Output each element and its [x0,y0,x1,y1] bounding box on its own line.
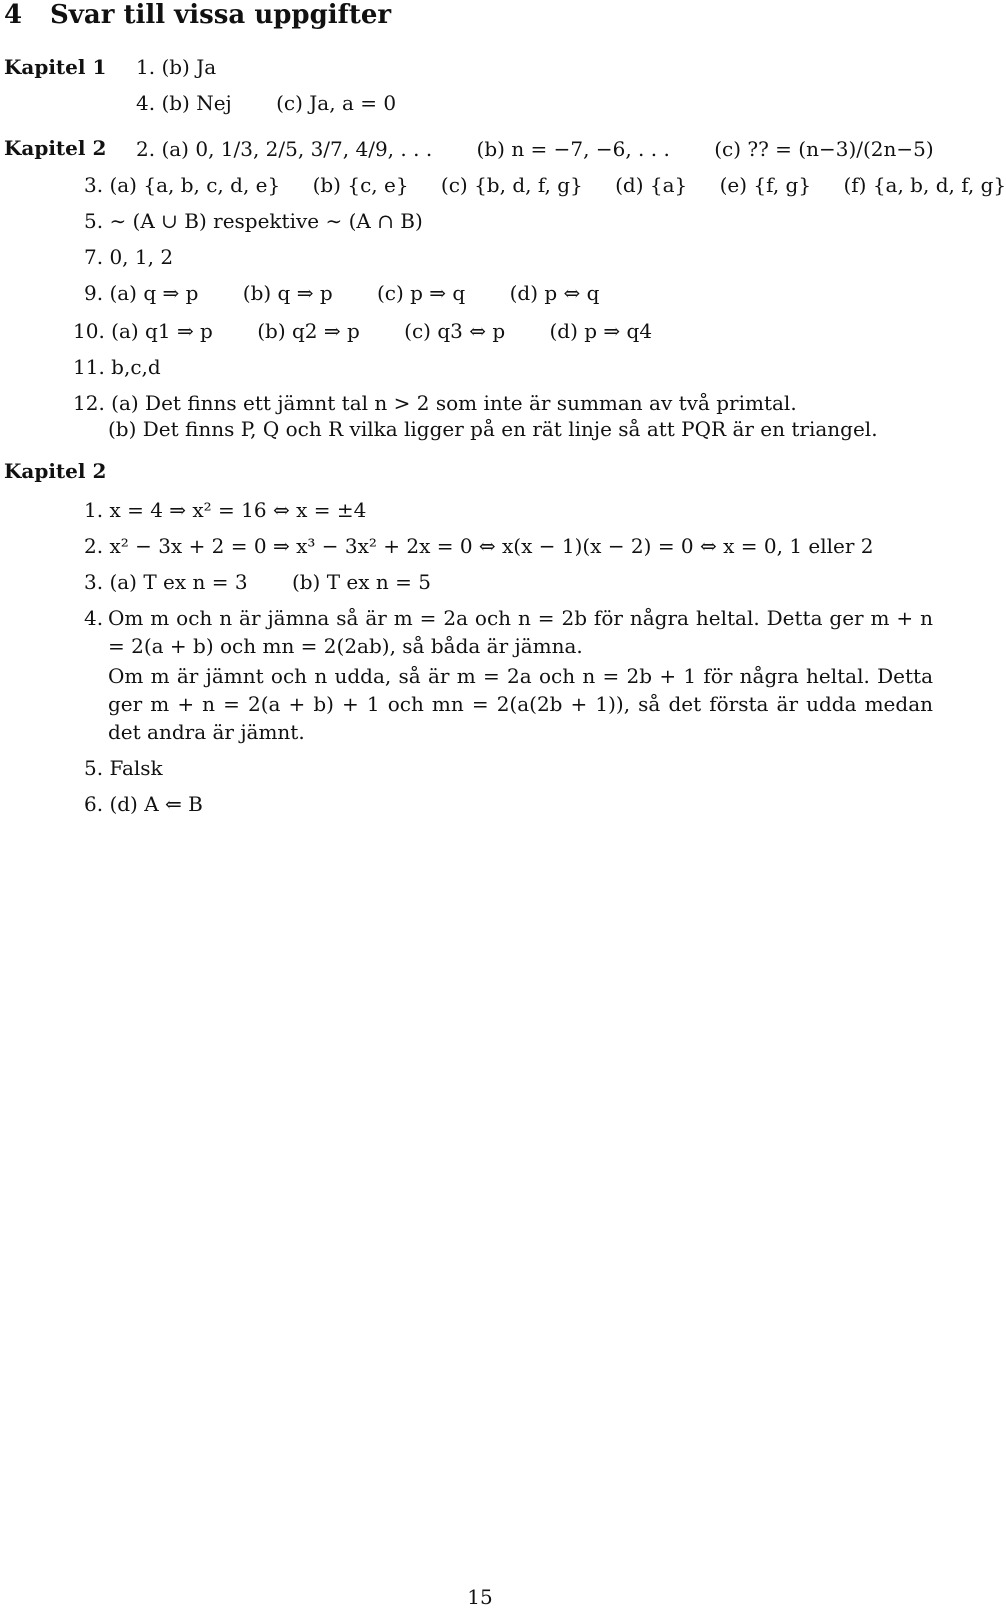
answer-number: 3. [84,570,104,594]
answer-part-c: (c) Ja, a = 0 [276,91,397,115]
answer-part-a: (a) 0, 1/3, 2/5, 3/7, 4/9, . . . [161,137,433,161]
answer-2-12 [73,390,797,416]
answer-2-5: 5. ∼ (A ∪ B) respektive ∼ (A ∩ B) [84,209,423,233]
answer-part-c: (c) p ⇒ q [376,281,466,305]
answer-2-3 [84,172,1006,198]
answer-part-b: (b) n = −7, −6, . . . [476,137,670,161]
answer-part-e: (e) {f, g} [719,173,812,197]
answer-b-4-number: 4. [84,606,104,630]
answer-part-f: (f) {a, b, d, f, g} [843,173,1006,197]
answer-part-b: (b) q ⇒ p [242,281,333,305]
answer-part-a: (a) T ex n = 3 [109,570,248,594]
answer-part-a: (a) Det finns ett jämnt tal n > 2 som inte är summan av två primtal. [111,391,797,415]
answer-part-a: (a) q1 ⇒ p [111,319,213,343]
answer-part-c: (c) ?? = (n−3)/(2n−5) [714,137,934,161]
kapitel-2-label: Kapitel 2 [4,136,107,160]
section-title: Svar till vissa uppgifter [50,0,392,30]
answer-part-a: (a) {a, b, c, d, e} [109,173,281,197]
kapitel-1-label: Kapitel 1 [4,55,107,79]
answer-part-b: (b) {c, e} [312,173,409,197]
section-number: 4 [4,0,23,30]
page-number: 15 [467,1585,493,1609]
answer-b-1: 1. x = 4 ⇒ x² = 16 ⇔ x = ±4 [84,498,367,522]
answer-part-d: (d) {a} [615,173,688,197]
answer-part-b: (b) Nej [161,91,232,115]
answer-part-d: (d) p ⇒ q4 [549,319,653,343]
answer-part-b: (b) q2 ⇒ p [257,319,360,343]
answer-1-4 [136,90,396,116]
answer-b-5: 5. Falsk [84,756,163,780]
answer-number: 2. [136,137,156,161]
answer-number: 9. [84,281,104,305]
answer-number: 12. [73,391,105,415]
answer-b-4-paragraph-2: Om m är jämnt och n udda, så är m = 2a och n = 2b + 1 för några heltal. Detta ger m + n = 2(a + b) + 1 och mn = 2(a(2b + 1)), så det första är udda medan det andra är jämnt. [108,664,933,744]
answer-1-1: 1. (b) Ja [136,55,217,79]
answer-2-7: 7. 0, 1, 2 [84,245,174,269]
answer-part-d: (d) p ⇔ q [509,281,600,305]
answer-b-3 [84,569,431,595]
answer-number: 10. [73,319,105,343]
answer-part-a: (a) q ⇒ p [109,281,199,305]
answer-b-2: 2. x² − 3x + 2 = 0 ⇒ x³ − 3x² + 2x = 0 ⇔ x(x − 1)(x − 2) = 0 ⇔ x = 0, 1 eller 2 [84,534,874,558]
answer-b-6: 6. (d) A ⇐ B [84,792,203,816]
answer-2-11: 11. b,c,d [73,355,161,379]
answer-number: 3. [84,173,104,197]
section-heading [4,0,391,30]
answer-b-4-paragraph-1: Om m och n är jämna så är m = 2a och n = 2b för några heltal. Detta ger m + n = 2(a + b) och mn = 2(2ab), så båda är jämna. [108,606,933,658]
answer-part-c: (c) q3 ⇔ p [404,319,506,343]
kapitel-2-second-label: Kapitel 2 [4,459,107,483]
answer-part-b: (b) T ex n = 5 [291,570,431,594]
answer-2-9 [84,280,599,306]
answer-2-10 [73,318,652,344]
answer-number: 4. [136,91,156,115]
answer-part-c: (c) {b, d, f, g} [440,173,583,197]
answer-2-2 [136,136,934,162]
answer-2-12-b: (b) Det finns P, Q och R vilka ligger på en rät linje så att PQR är en triangel. [108,417,878,441]
